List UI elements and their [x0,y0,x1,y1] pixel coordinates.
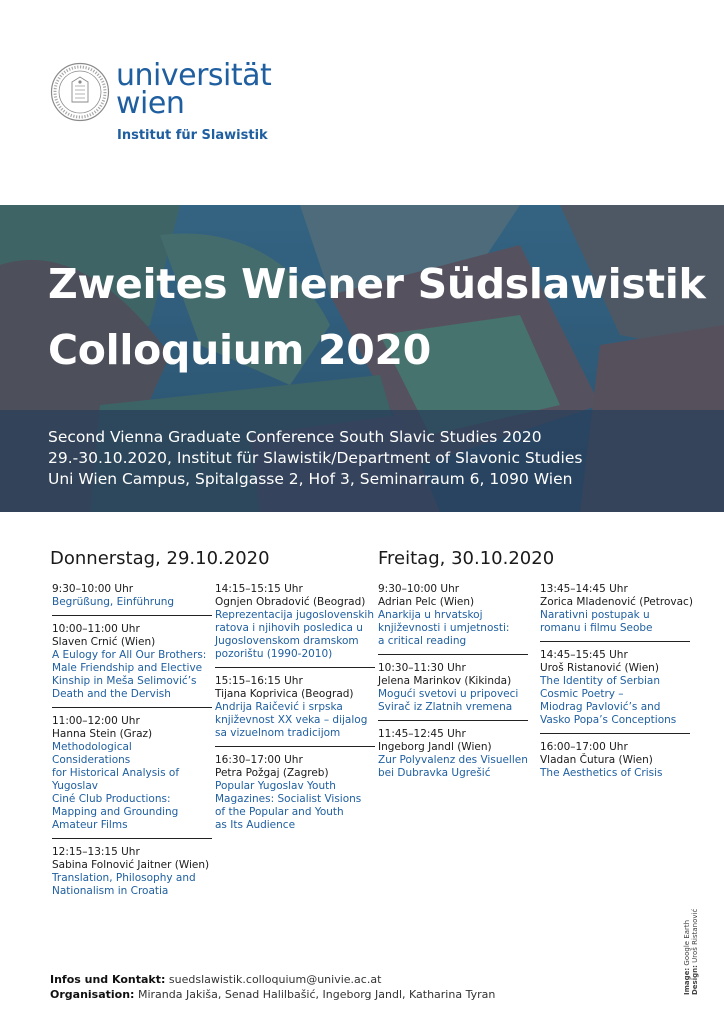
conference-info [48,427,582,490]
session-speaker: Jelena Marinkov (Kikinda) [378,675,512,687]
organisation-line [50,987,495,1002]
session [540,649,690,734]
logo-wordmark-line2: wien [116,86,185,121]
session-speaker: Ognjen Obradović (Beograd) [215,596,366,608]
session-speaker: Petra Požgaj (Zagreb) [215,767,329,779]
session-talk: Andrija Raičević i srpska književnost XX veka – dijalog sa vizuelnom tradicijom [215,701,368,739]
session [215,583,375,668]
session-speaker: Adrian Pelc (Wien) [378,596,475,608]
session-time: 14:45–15:45 Uhr [540,649,628,661]
session-time: 10:00–11:00 Uhr [52,623,140,635]
hero-banner [0,205,724,512]
session-talk: Mogući svetovi u pripoveci Svirač iz Zlatnih vremena [378,688,519,713]
session [52,846,212,904]
session-time: 10:30–11:30 Uhr [378,662,466,674]
session-time: 15:15–16:15 Uhr [215,675,303,687]
contact-email[interactable]: suedslawistik.colloquium@univie.ac.at [168,973,382,986]
session-time: 12:15–13:15 Uhr [52,846,140,858]
day2-column-1 [378,583,528,793]
footer [50,972,495,1002]
conference-venue: Uni Wien Campus, Spitalgasse 2, Hof 3, Seminarraum 6, 1090 Wien [48,470,573,488]
session-time: 9:30–10:00 Uhr [52,583,134,595]
session-time: 13:45–14:45 Uhr [540,583,628,595]
session [52,623,212,708]
image-credit-label: Image: [683,967,691,995]
organisation-label: Organisation: [50,988,135,1001]
session-speaker: Sabina Folnović Jaitner (Wien) [52,859,210,871]
session-time: 11:45–12:45 Uhr [378,728,466,740]
session-talk: Popular Yugoslav Youth Magazines: Socialist Visions of the Popular and Youth as Its Audience [215,780,362,831]
session-speaker: Vladan Čutura (Wien) [540,754,653,766]
conference-dates: 29.-30.10.2020, Institut für Slawistik/Department of Slavonic Studies [48,449,583,467]
session [215,754,375,838]
day2-title: Freitag, 30.10.2020 [378,548,555,569]
day2-column-2 [540,583,693,793]
session-talk: Begrüßung, Einführung [52,596,175,608]
logo-wordmark-line1: universität [116,58,272,93]
institute-name: Institut für Slawistik [117,128,268,143]
conference-title-line1: Zweites Wiener Südslawistik [48,260,706,308]
conference-title [48,251,705,383]
session-time: 16:30–17:00 Uhr [215,754,303,766]
image-credit [683,909,699,995]
conference-subtitle: Second Vienna Graduate Conference South Slavic Studies 2020 [48,428,542,446]
session-time: 14:15–15:15 Uhr [215,583,303,595]
session-time: 9:30–10:00 Uhr [378,583,460,595]
session-talk: Anarkija u hrvatskoj književnosti i umjetnosti: a critical reading [378,609,510,647]
session [52,583,212,616]
session-talk: Methodological Considerations for Historical Analysis of Yugoslav Ciné Club Productions: Mapping and Grounding Amateur Films [52,741,180,831]
session [52,715,212,839]
day1-title: Donnerstag, 29.10.2020 [50,548,270,569]
session-speaker: Slaven Crnić (Wien) [52,636,156,648]
session-talk: The Identity of Serbian Cosmic Poetry – Miodrag Pavlović’s and Vasko Popa’s Conceptions [540,675,677,726]
session [378,583,528,655]
session-talk: Zur Polyvalenz des Visuellen bei Dubravka Ugrešić [378,754,528,779]
organisation-names: Miranda Jakiša, Senad Halilbašić, Ingeborg Jandl, Katharina Tyran [137,988,496,1001]
session-speaker: Uroš Ristanović (Wien) [540,662,659,674]
session-speaker: Ingeborg Jandl (Wien) [378,741,492,753]
session-talk: Translation, Philosophy and Nationalism in Croatia [52,872,196,897]
session-talk: Narativni postupak u romanu i filmu Seobe [540,609,653,634]
design-credit-label: Design: [691,965,699,995]
contact-label: Infos und Kontakt: [50,973,166,986]
session-time: 16:00–17:00 Uhr [540,741,628,753]
conference-title-line2: Colloquium 2020 [48,326,431,374]
session [378,662,528,721]
university-seal-icon [50,62,110,122]
session [378,728,528,786]
day1-column-2 [215,583,375,845]
session-time: 11:00–12:00 Uhr [52,715,140,727]
session [540,741,690,786]
session-speaker: Zorica Mladenović (Petrovac) [540,596,693,608]
session-talk: Reprezentacija jugoslovenskih ratova i njihovih posledica u Jugoslovenskom dramskom pozorištu (1990-2010) [215,609,374,660]
session-speaker: Tijana Koprivica (Beograd) [215,688,354,700]
session-talk: The Aesthetics of Crisis [540,767,663,779]
design-credit-value: Uroš Ristanović [691,908,699,963]
image-credit-value: Google Earth [683,919,691,966]
session [540,583,693,642]
session-speaker: Hanna Stein (Graz) [52,728,153,740]
contact-line [50,972,495,987]
day1-column-1 [52,583,212,911]
session [215,675,375,747]
session-talk: A Eulogy for All Our Brothers: Male Friendship and Elective Kinship in Meša Selimović’s Death and the Dervish [52,649,207,700]
